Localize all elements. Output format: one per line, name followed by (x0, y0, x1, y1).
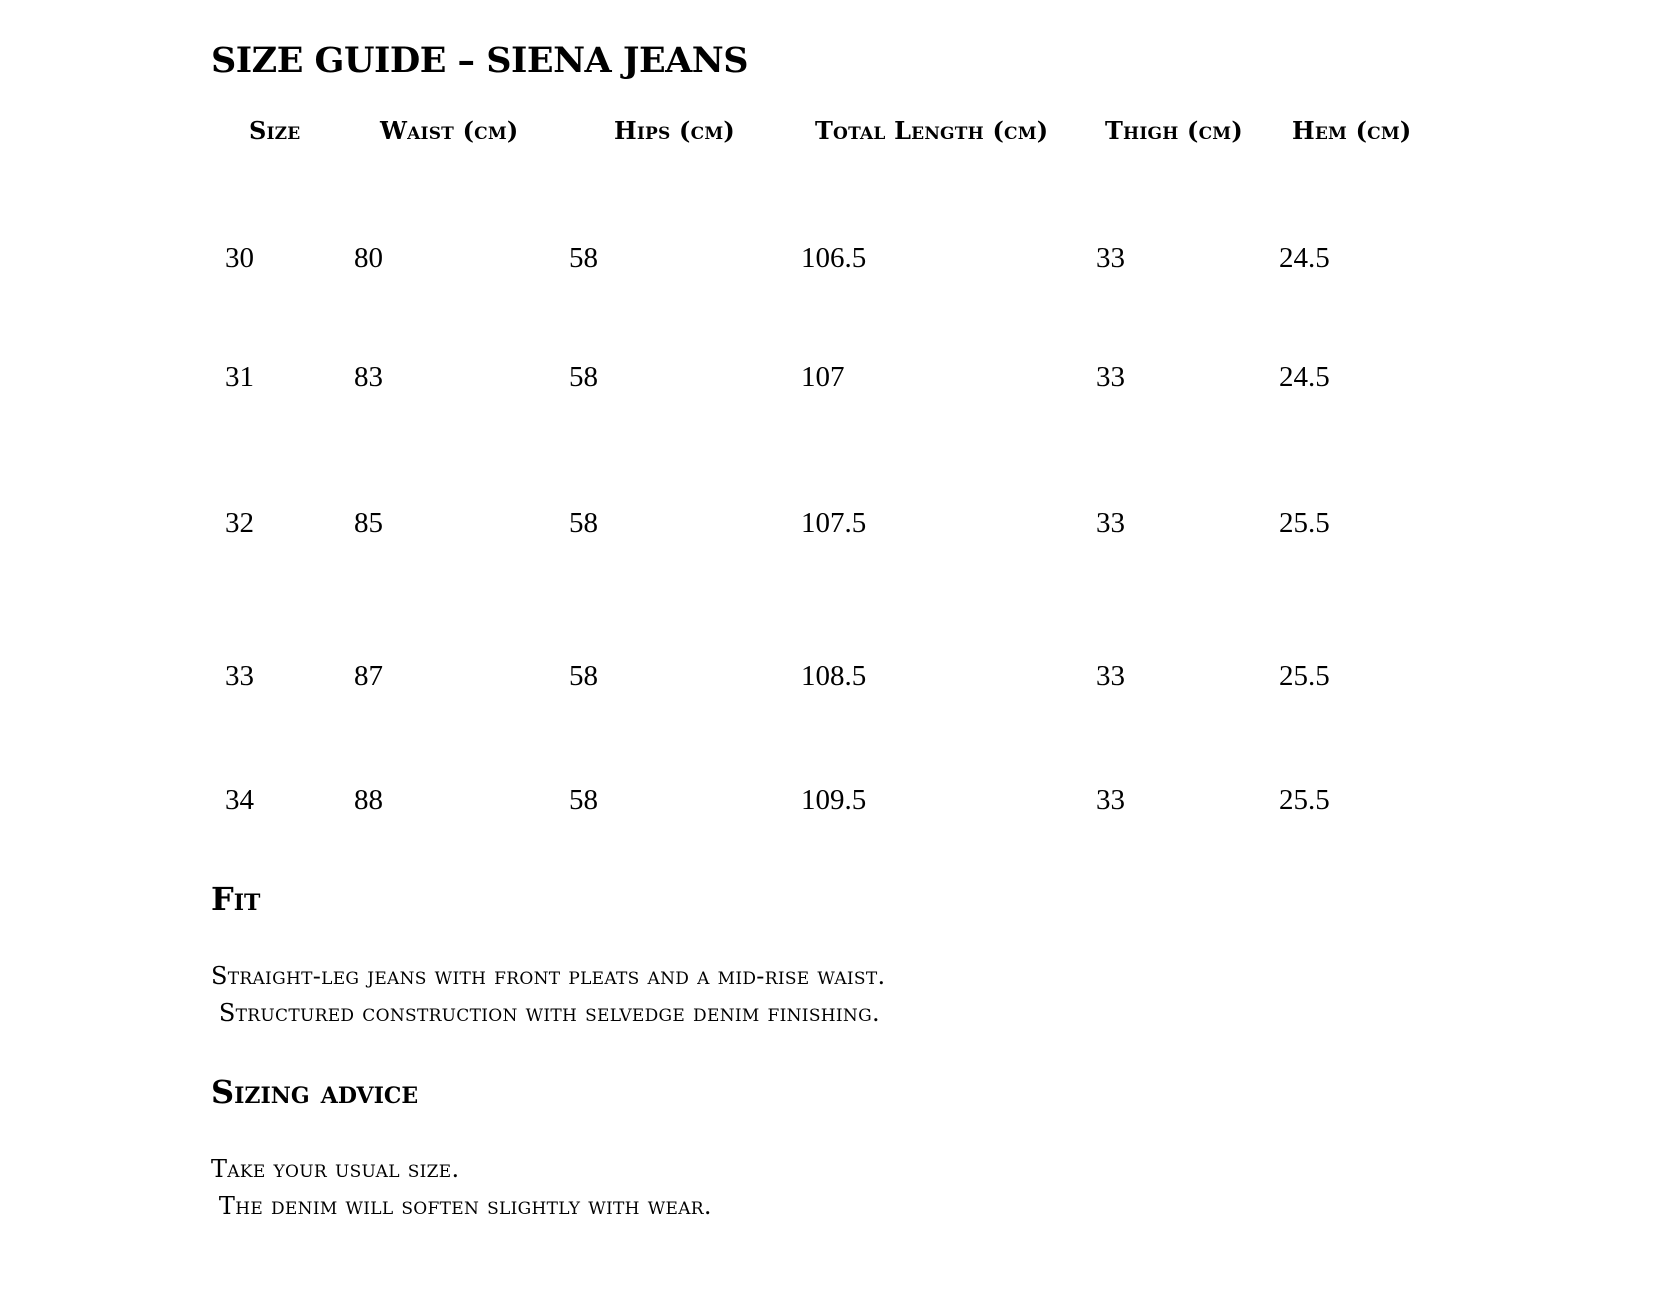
cell-size: 30 (225, 242, 254, 274)
cell-thigh: 33 (1096, 361, 1125, 393)
cell-thigh: 33 (1096, 242, 1125, 274)
cell-size: 32 (225, 507, 254, 539)
column-header-size: Size (249, 116, 301, 145)
sizing-advice-text-line: Take your usual size. (211, 1155, 460, 1183)
cell-hem: 24.5 (1279, 242, 1330, 274)
cell-hips: 58 (569, 784, 598, 816)
cell-length: 108.5 (801, 660, 867, 692)
cell-waist: 85 (354, 507, 383, 539)
sizing-advice-text-line: The denim will soften slightly with wear. (211, 1192, 712, 1220)
cell-hem: 24.5 (1279, 361, 1330, 393)
column-header-hips: Hips (cm) (614, 116, 735, 145)
cell-waist: 87 (354, 660, 383, 692)
cell-size: 33 (225, 660, 254, 692)
cell-thigh: 33 (1096, 660, 1125, 692)
cell-size: 31 (225, 361, 254, 393)
column-header-hem: Hem (cm) (1292, 116, 1412, 145)
cell-length: 107.5 (801, 507, 867, 539)
page-title: SIZE GUIDE – SIENA JEANS (211, 40, 749, 81)
column-header-waist: Waist (cm) (380, 116, 519, 145)
cell-thigh: 33 (1096, 507, 1125, 539)
cell-hips: 58 (569, 242, 598, 274)
cell-hips: 58 (569, 507, 598, 539)
cell-waist: 88 (354, 784, 383, 816)
cell-length: 109.5 (801, 784, 867, 816)
cell-length: 107 (801, 361, 845, 393)
fit-text-line: Structured construction with selvedge denim finishing. (211, 999, 880, 1027)
cell-length: 106.5 (801, 242, 867, 274)
cell-hem: 25.5 (1279, 660, 1330, 692)
fit-heading: Fit (211, 880, 261, 918)
cell-thigh: 33 (1096, 784, 1125, 816)
cell-waist: 80 (354, 242, 383, 274)
fit-text-line: Straight-leg jeans with front pleats and a mid-rise waist. (211, 962, 886, 990)
cell-waist: 83 (354, 361, 383, 393)
cell-hips: 58 (569, 361, 598, 393)
column-header-thigh: Thigh (cm) (1105, 116, 1243, 145)
column-header-length: Total Length (cm) (815, 116, 1049, 145)
cell-hem: 25.5 (1279, 507, 1330, 539)
cell-size: 34 (225, 784, 254, 816)
cell-hips: 58 (569, 660, 598, 692)
sizing-advice-heading: Sizing advice (211, 1073, 419, 1111)
cell-hem: 25.5 (1279, 784, 1330, 816)
